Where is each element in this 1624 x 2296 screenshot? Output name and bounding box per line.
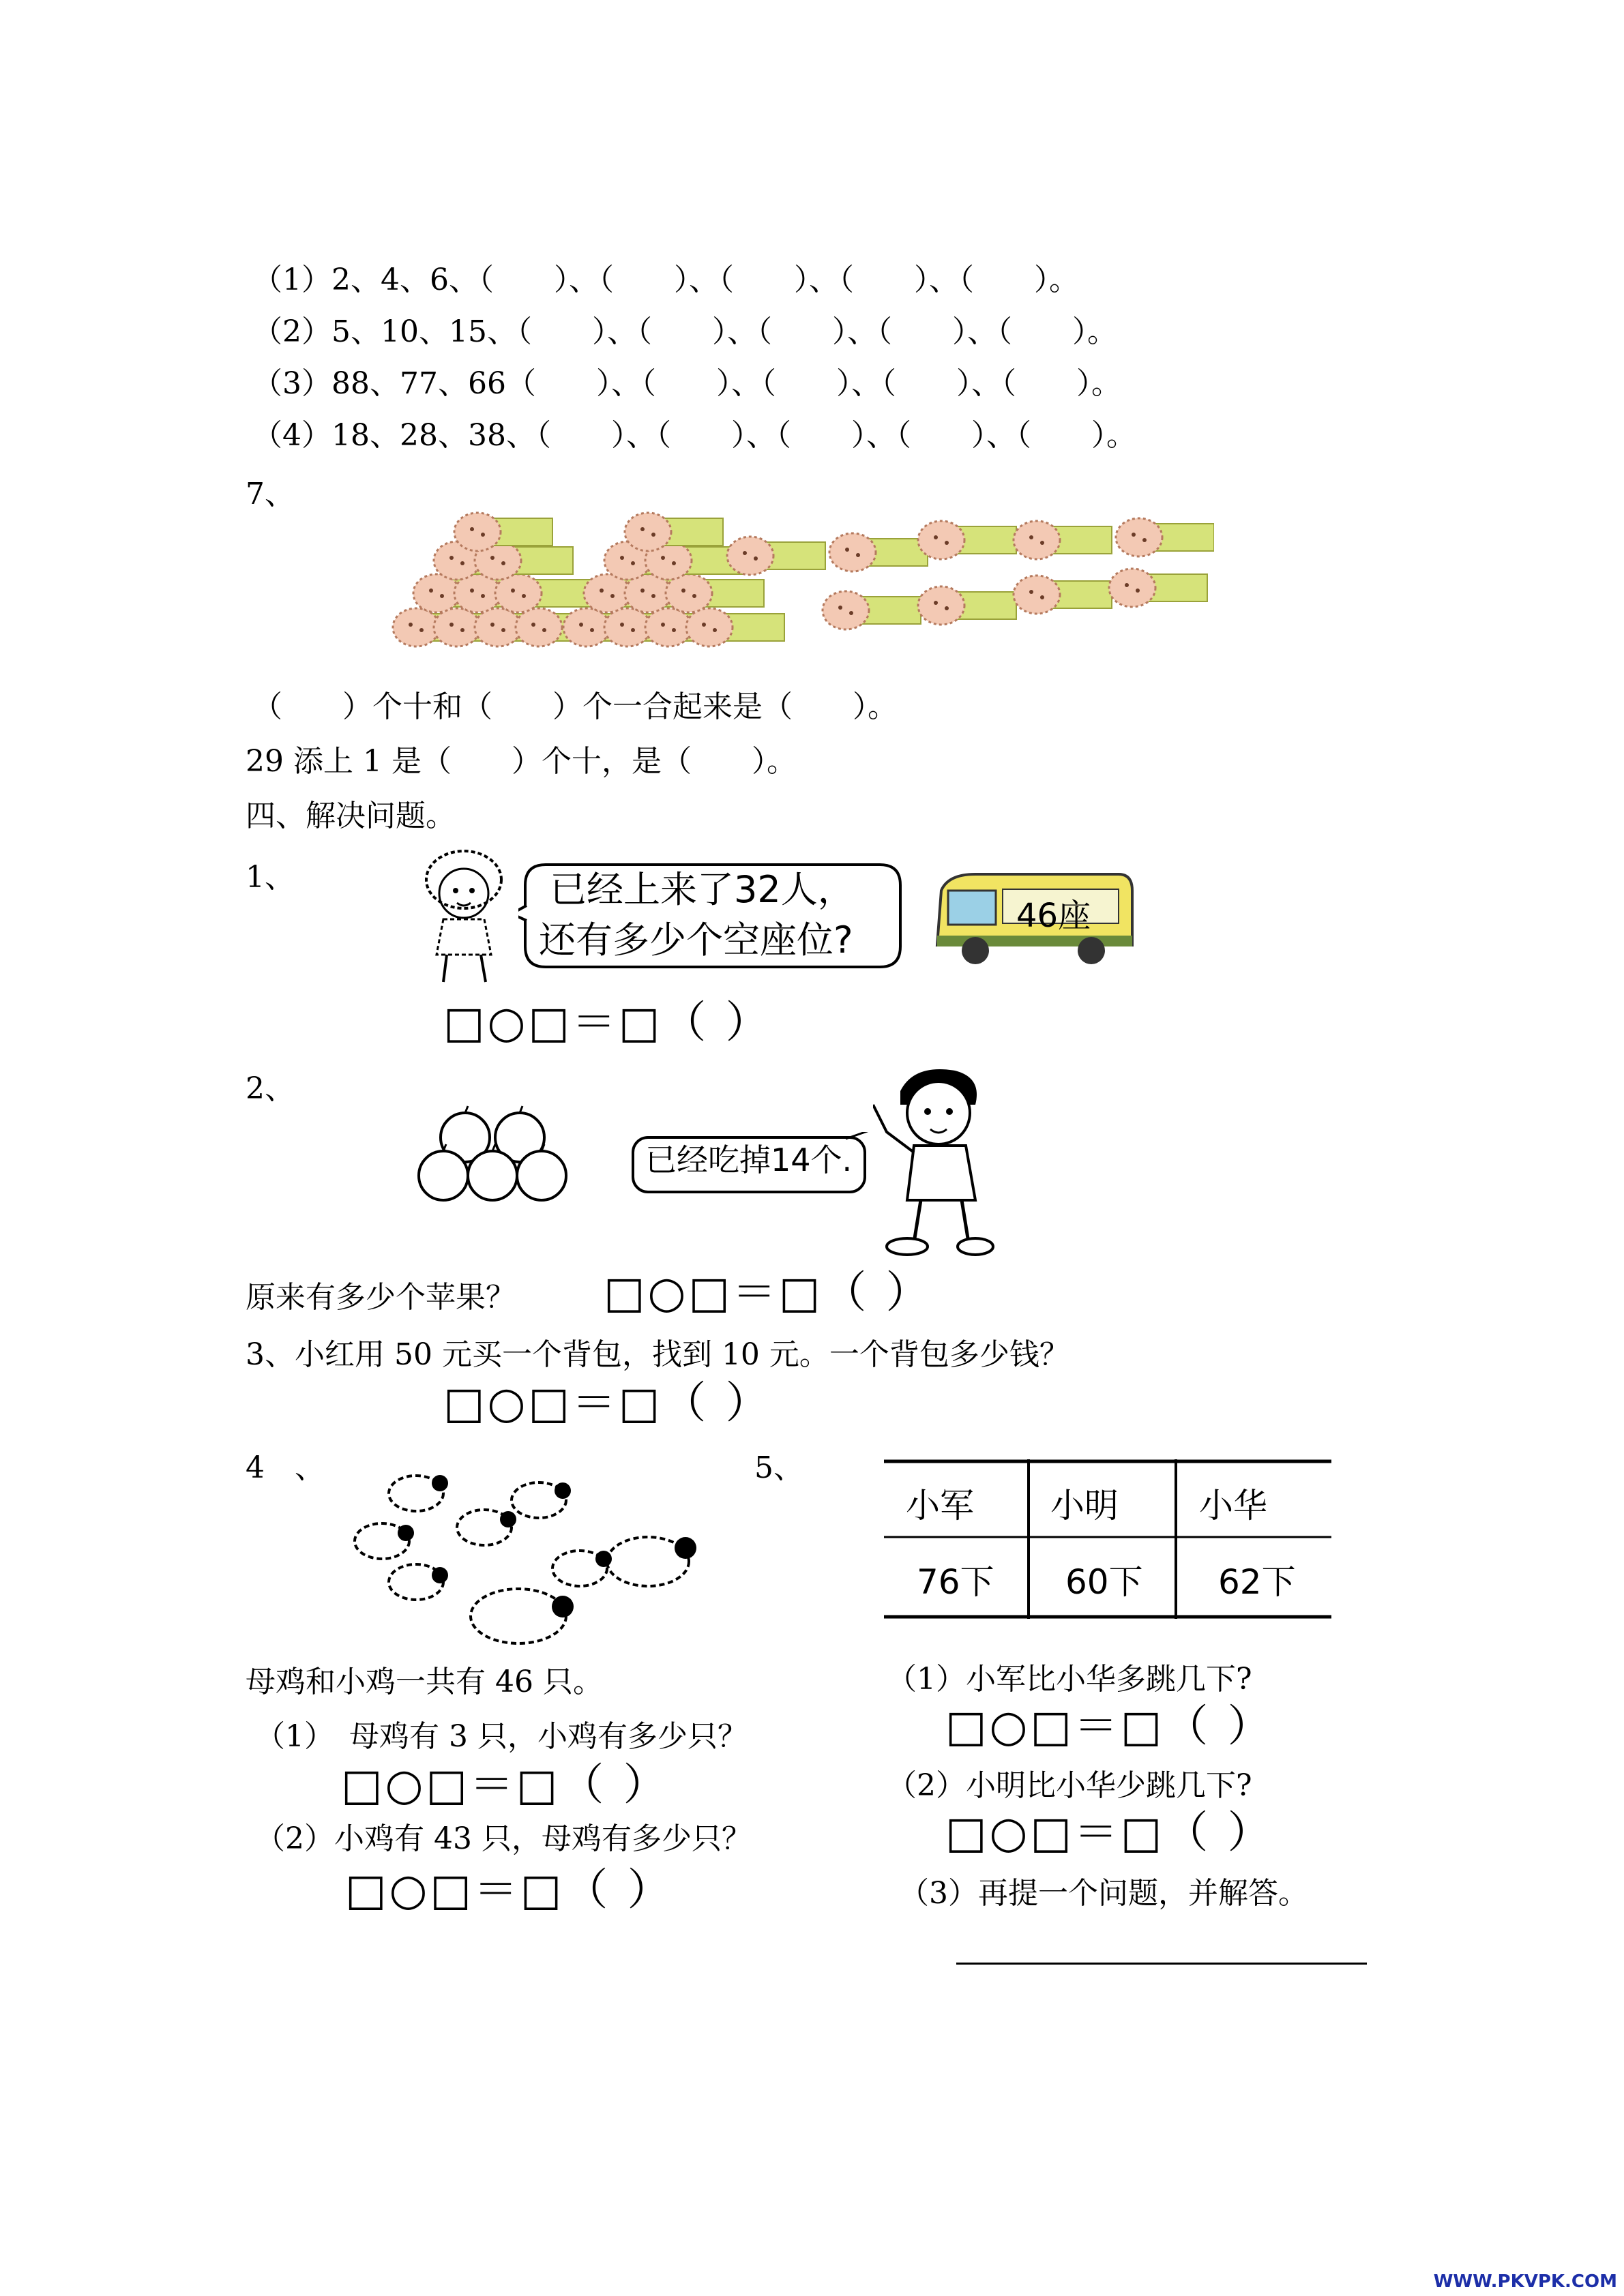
p2-number: 2、 bbox=[246, 1071, 295, 1106]
sequence-3: （3）88、77、66（ ）、（ ）、（ ）、（ ）、（ ）。 bbox=[252, 366, 1121, 401]
table-value-3: 62下 bbox=[1218, 1562, 1296, 1602]
single-logs bbox=[727, 518, 1214, 629]
p4-eq2[interactable]: □○□＝□（ ） bbox=[345, 1865, 674, 1915]
jump-rope-table bbox=[884, 1459, 1331, 1619]
table-name-1: 小军 bbox=[906, 1486, 974, 1525]
p3-text: 3、小红用 50 元买一个背包，找到 10 元。一个背包多少钱？ bbox=[246, 1337, 1069, 1372]
p5-number: 5、 bbox=[754, 1450, 803, 1485]
sequence-4: （4）18、28、38、（ ）、（ ）、（ ）、（ ）、（ ）。 bbox=[252, 418, 1136, 453]
apples-illustration bbox=[416, 1105, 573, 1207]
section-title: 四、解决问题。 bbox=[246, 799, 456, 833]
speech-2: 已经吃掉14个. bbox=[645, 1142, 853, 1178]
p5-q2: （2）小明比小华少跳几下? bbox=[887, 1768, 1252, 1803]
table-name-2: 小明 bbox=[1050, 1486, 1119, 1525]
answer-line[interactable] bbox=[956, 1963, 1367, 1965]
table-name-3: 小华 bbox=[1199, 1486, 1267, 1525]
p4-q2: （2）小鸡有 43 只，母鸡有多少只？ bbox=[255, 1821, 752, 1856]
p1-number: 1、 bbox=[246, 860, 295, 895]
sequence-2: （2）5、10、15、（ ）、（ ）、（ ）、（ ）、（ ）。 bbox=[252, 314, 1117, 349]
q7-line-1: （ ）个十和（ ）个一合起来是（ ）。 bbox=[252, 689, 898, 724]
p5-eq1[interactable]: □○□＝□（ ） bbox=[945, 1701, 1274, 1752]
sequence-1: （1）2、4、6、（ ）、（ ）、（ ）、（ ）、（ ）。 bbox=[252, 263, 1079, 297]
boy-illustration bbox=[873, 1064, 1009, 1262]
p2-question: 原来有多少个苹果？ bbox=[246, 1280, 516, 1315]
girl-illustration bbox=[409, 846, 525, 989]
bus-label: 46座 bbox=[1016, 897, 1091, 935]
table-value-2: 60下 bbox=[1065, 1562, 1143, 1602]
p4-eq1[interactable]: □○□＝□（ ） bbox=[341, 1760, 670, 1810]
p4-q1: （1） 母鸡有 3 只，小鸡有多少只？ bbox=[255, 1719, 748, 1754]
chickens-illustration bbox=[334, 1446, 737, 1650]
p1-equation[interactable]: □○□＝□（ ） bbox=[443, 998, 772, 1048]
footer-watermark: WWW.PKVPK.COM bbox=[1433, 2271, 1617, 2292]
log-bundle-2 bbox=[563, 513, 784, 646]
table-value-1: 76下 bbox=[917, 1562, 994, 1602]
q7-line-2: 29 添上 1 是（ ）个十，是（ ）。 bbox=[246, 744, 797, 779]
q7-number: 7、 bbox=[246, 477, 295, 511]
p2-equation[interactable]: □○□＝□（ ） bbox=[604, 1268, 932, 1318]
speech-1-line-1: 已经上来了32人， bbox=[550, 868, 855, 911]
p5-q1: （1）小军比小华多跳几下? bbox=[887, 1662, 1252, 1697]
p4-number: 4 、 bbox=[246, 1450, 325, 1485]
p3-equation[interactable]: □○□＝□（ ） bbox=[443, 1378, 772, 1429]
logs-illustration bbox=[382, 505, 1214, 661]
speech-1-line-2: 还有多少个空座位? bbox=[539, 919, 853, 961]
p5-eq2[interactable]: □○□＝□（ ） bbox=[945, 1808, 1274, 1858]
p5-q3: （3）再提一个问题，并解答。 bbox=[899, 1876, 1308, 1911]
p4-statement: 母鸡和小鸡一共有 46 只。 bbox=[246, 1665, 603, 1699]
